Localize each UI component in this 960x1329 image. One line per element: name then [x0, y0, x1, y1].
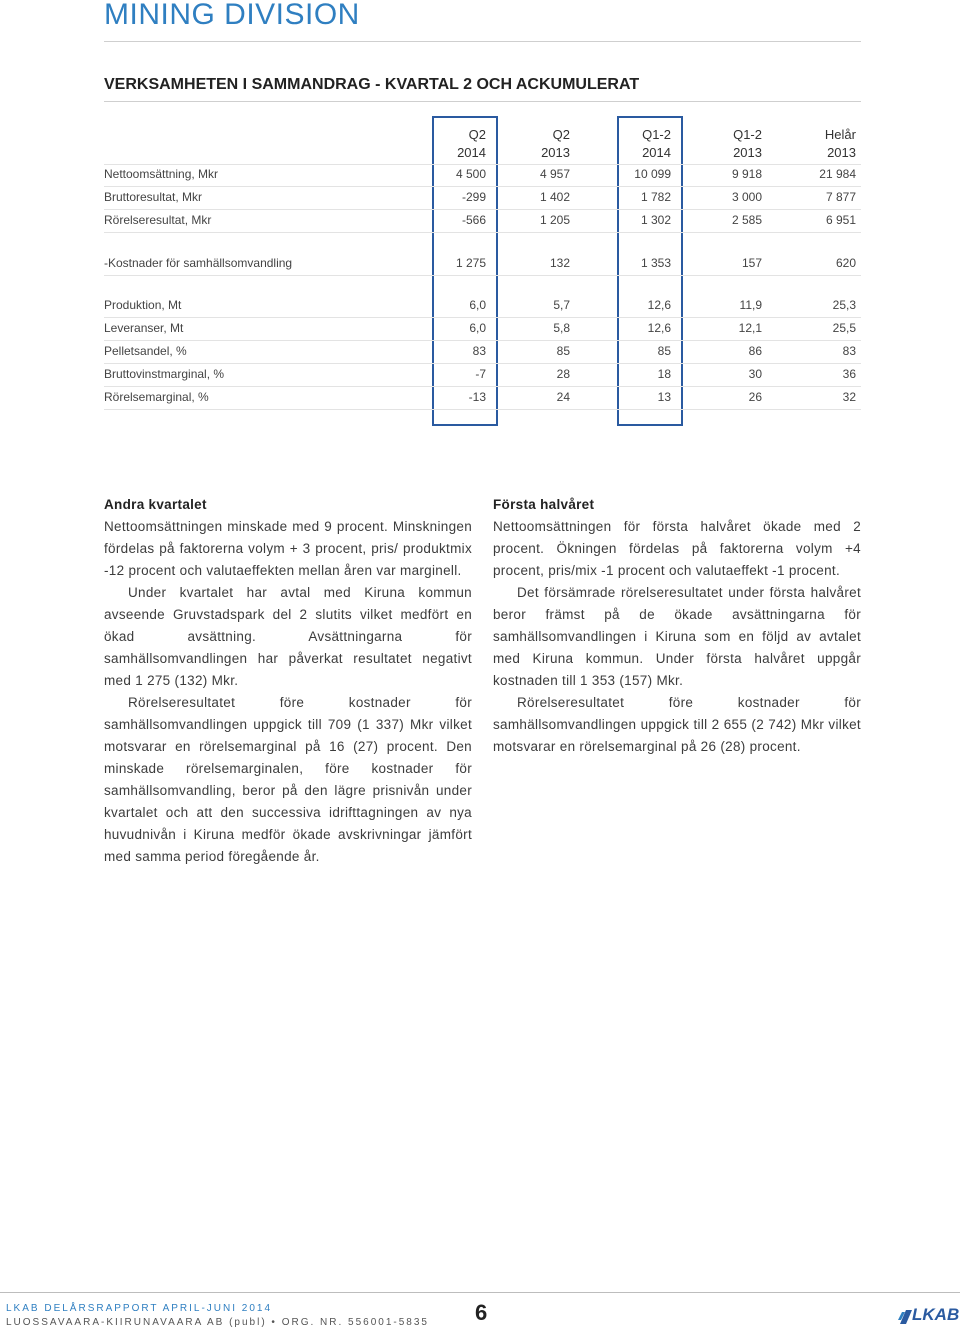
logo-text: LKAB [912, 1305, 960, 1324]
lkab-logo [898, 1305, 960, 1325]
division-title: MINING DIVISION [104, 0, 360, 31]
row-divider [104, 409, 861, 410]
section-divider [104, 101, 861, 102]
row-divider [104, 363, 861, 364]
right-text-column [493, 494, 861, 758]
col-header-helar-2013: Helår 2013 [824, 127, 856, 160]
section-title: VERKSAMHETEN I SAMMANDRAG - KVARTAL 2 OCH ACKUMULERAT [104, 76, 640, 93]
table-row: Produktion, Mt 6,0 5,7 12,6 11,9 25,3 [104, 298, 856, 312]
col-header-q1-2-2014: Q1-2 2014 [642, 127, 671, 160]
table-row: Nettoomsättning, Mkr 4 500 4 957 10 099 9 918 21 984 [104, 167, 856, 181]
row-divider [104, 275, 861, 276]
row-divider [104, 164, 861, 165]
col-header-q2-2014: Q2 2014 [457, 127, 486, 160]
row-divider [104, 317, 861, 318]
table-row: Bruttoresultat, Mkr -299 1 402 1 782 3 000 7 877 [104, 190, 856, 204]
right-paragraph-1: Nettoomsättningen för första halvåret ökade med 2 procent. Ökningen fördelas på faktorerna volym +4 procent, pris/mix -1 procent och valutaeffekt -1 procent. [493, 519, 861, 578]
row-divider [104, 386, 861, 387]
right-column-heading: Första halvåret [493, 497, 595, 512]
page-number: 6 [475, 1300, 488, 1325]
footer-divider [0, 1292, 960, 1293]
row-divider [104, 209, 861, 210]
table-row: Rörelseresultat, Mkr -566 1 205 1 302 2 585 6 951 [104, 213, 856, 227]
footer-report-title: LKAB DELÅRSRAPPORT APRIL-JUNI 2014 [6, 1303, 273, 1314]
right-paragraph-3: Rörelseresultatet före kostnader för samhällsomvandlingen uppgick till 2 655 (2 742) Mkr vilket motsvarar en rörelsemarginal på 26 (28) procent. [493, 695, 861, 754]
table-row: Leveranser, Mt 6,0 5,8 12,6 12,1 25,5 [104, 321, 856, 335]
left-paragraph-2: Under kvartalet har avtal med Kiruna kommun avseende Gruvstadspark del 2 slutits vilket medfört en ökad avsättning. Avsättningarna för samhällsomvandlingen har påverkat resultatet negativt med 1 275 (132) Mkr. [104, 585, 472, 688]
table-header [104, 126, 856, 164]
col-header-q1-2-2013: Q1-2 2013 [733, 127, 762, 160]
left-paragraph-3: Rörelseresultatet före kostnader för samhällsomvandlingen uppgick till 709 (1 337) Mkr vilket motsvarar en rörelsemarginal på 16 (27) procent. Den minskade rörelsemarginalen, före kostnader för samhällsomvandling, beror på den lägre prisnivån under kvartalet och att den successiva idrifttagningen av nya huvudnivån i Kiruna medför ökade avskrivningar jämfört med samma period föregående år. [104, 695, 472, 864]
table-row: Pelletsandel, % 83 85 85 86 83 [104, 344, 856, 358]
table-row: Rörelsemarginal, % -13 24 13 26 32 [104, 390, 856, 404]
row-divider [104, 340, 861, 341]
title-divider [104, 41, 861, 42]
footer-company-info: LUOSSAVAARA-KIIRUNAVAARA AB (publ) • ORG. NR. 556001-5835 [6, 1317, 429, 1328]
col-header-q2-2013: Q2 2013 [541, 127, 570, 160]
row-divider [104, 186, 861, 187]
left-column-heading: Andra kvartalet [104, 497, 207, 512]
right-paragraph-2: Det försämrade rörelseresultatet under första halvåret beror främst på de ökade avsättningarna för samhällsomvandlingen i Kiruna som en följd av avtalet med Kiruna kommun. Under första halvåret uppgår kostnaden till 1 353 (157) Mkr. [493, 585, 861, 688]
table-row: Bruttovinstmarginal, % -7 28 18 30 36 [104, 367, 856, 381]
row-divider [104, 232, 861, 233]
left-text-column [104, 494, 472, 868]
left-paragraph-1: Nettoomsättningen minskade med 9 procent. Minskningen fördelas på faktorerna volym + 3 procent, pris/ produktmix -12 procent och valutaeffekten mellan åren var marginell. [104, 519, 472, 578]
table-row: -Kostnader för samhällsomvandling 1 275 132 1 353 157 620 [104, 256, 856, 270]
